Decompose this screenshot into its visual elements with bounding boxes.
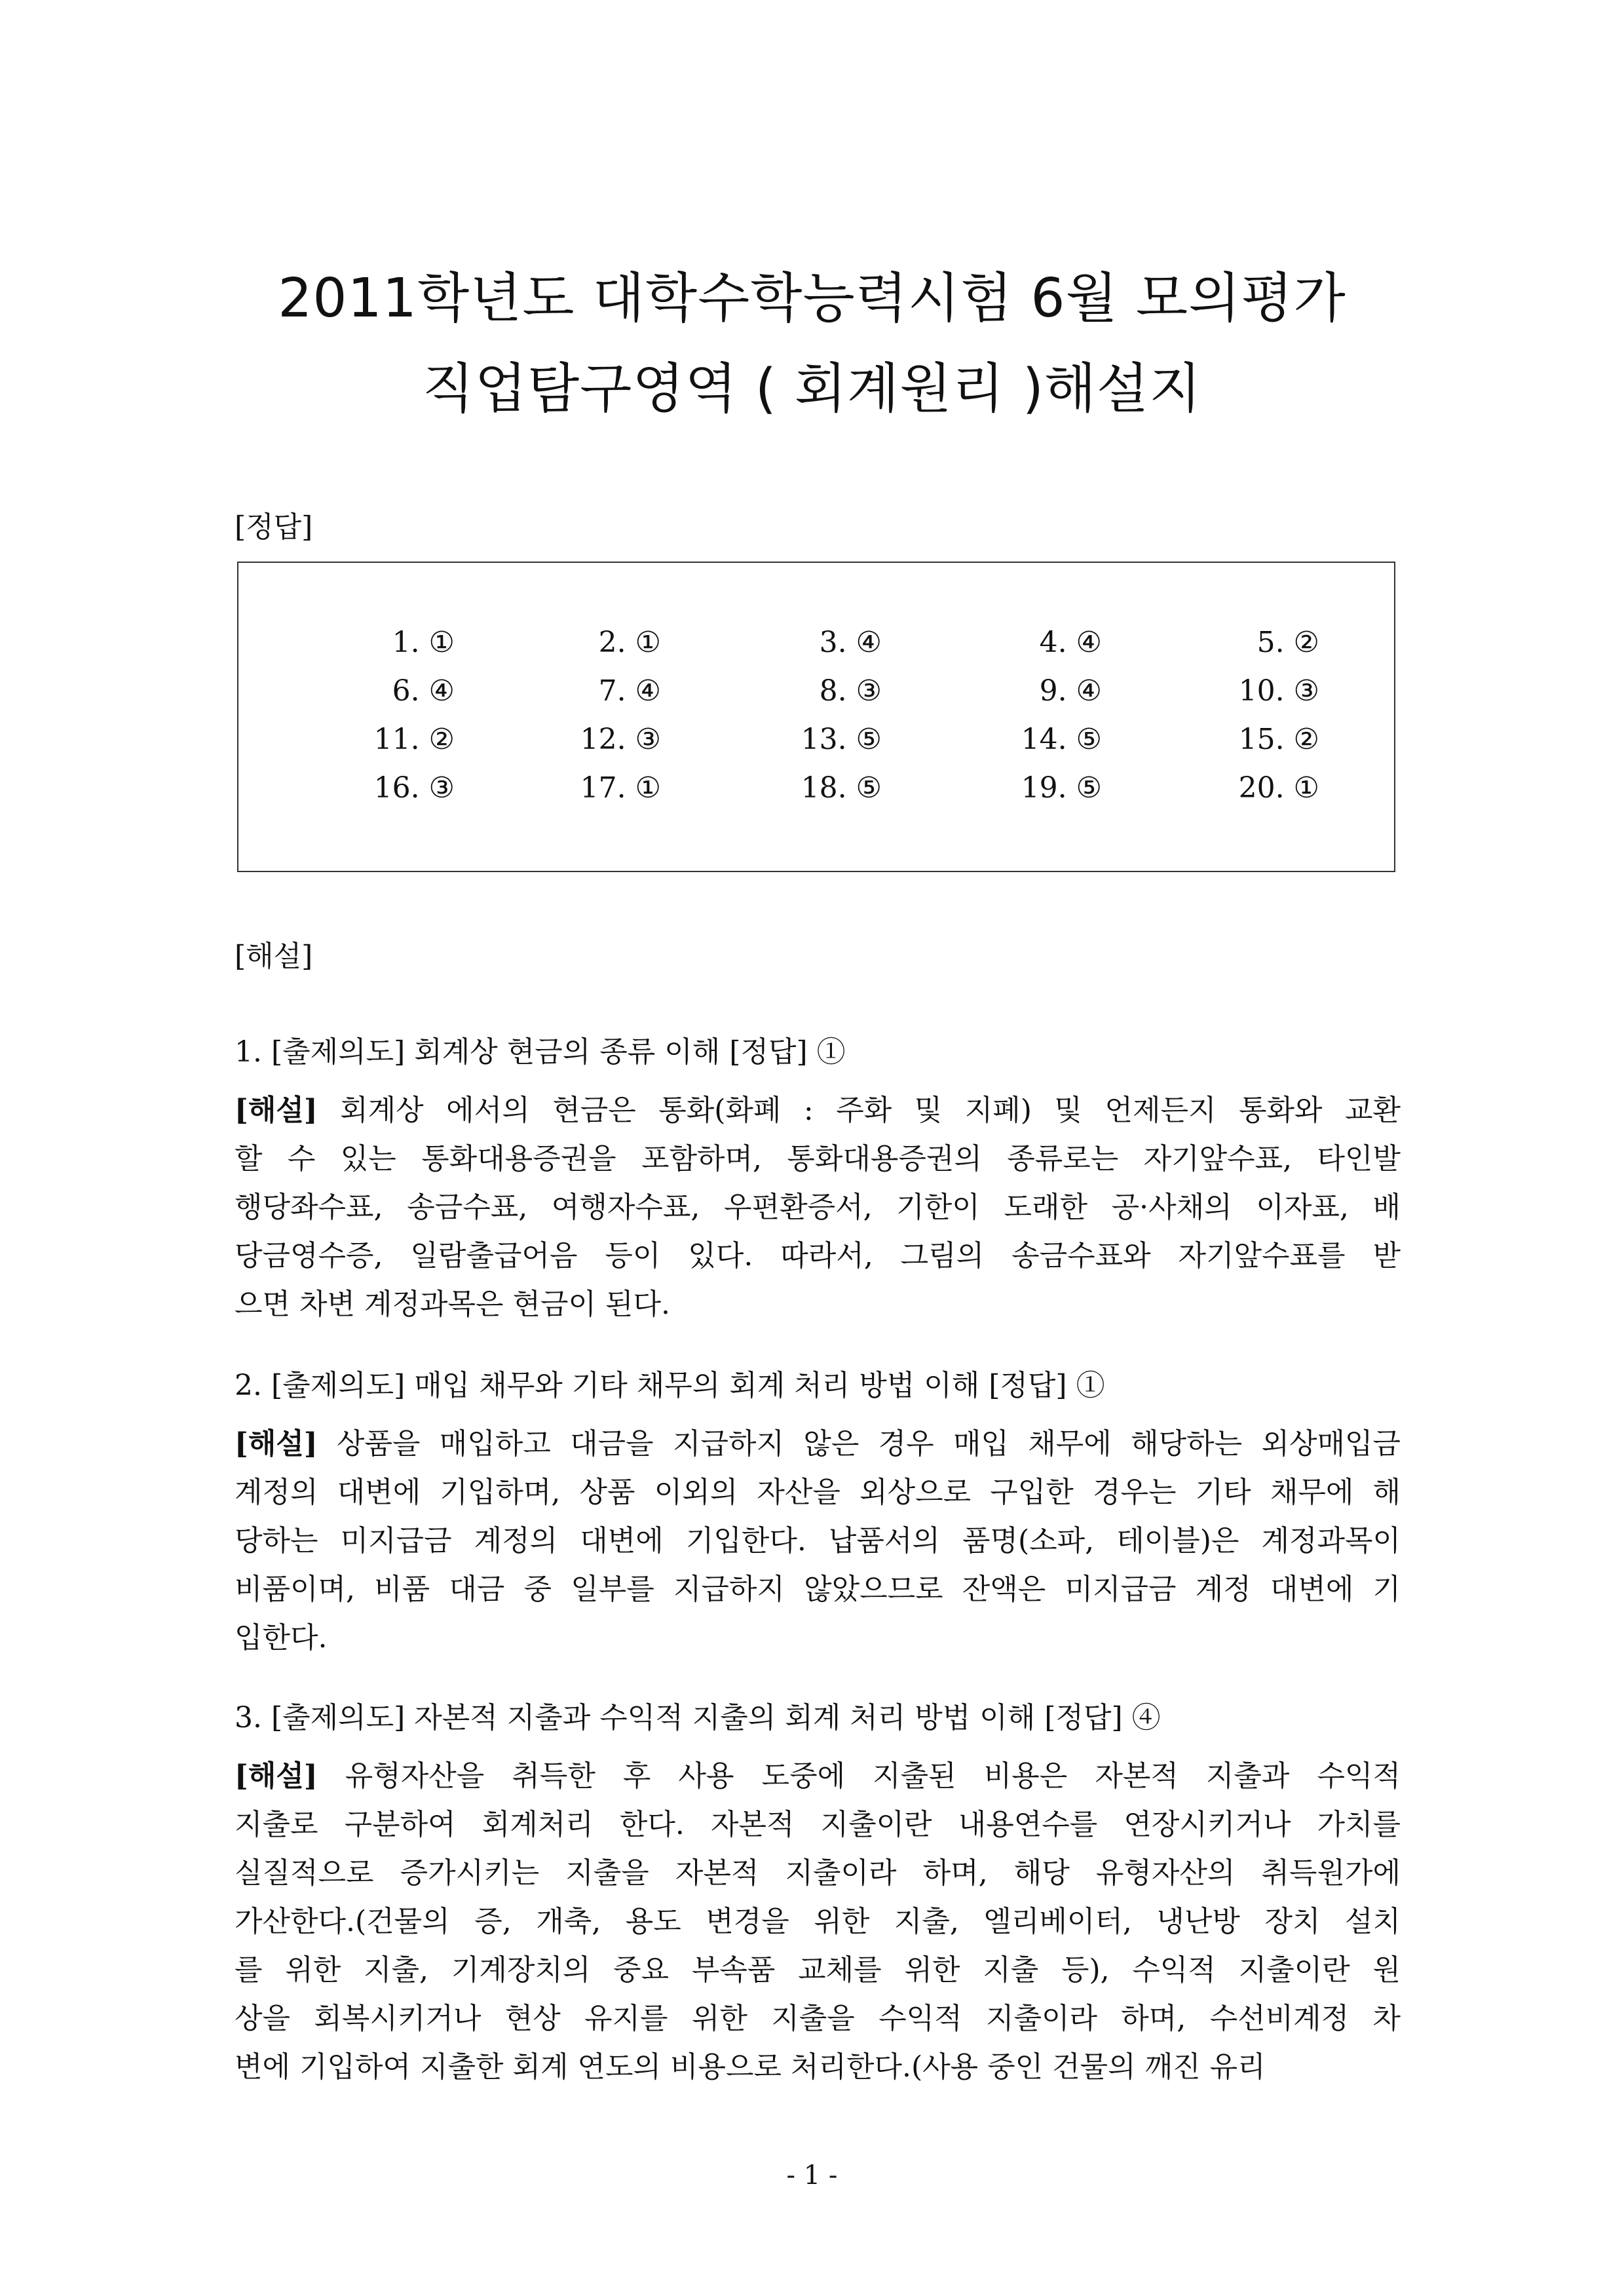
explanation-line xyxy=(235,1801,1401,1849)
explanations-label: [해설] xyxy=(235,940,313,973)
explanation-line xyxy=(235,1420,1401,1468)
answer-item: 11. ② xyxy=(373,723,455,756)
explanation-line xyxy=(235,1135,1401,1183)
explanation-tag: [해설] xyxy=(235,1427,318,1461)
explanation-text: 변에 기입하여 지출한 회계 연도의 비용으로 처리한다.(사용 중인 건물의 깨진 유리 xyxy=(235,2050,1266,2084)
question-explanation xyxy=(235,1752,1401,2092)
answer-key-box xyxy=(237,562,1395,872)
answer-item: 16. ③ xyxy=(373,771,455,805)
explanation-text: 으면 차변 계정과목은 현금이 된다. xyxy=(235,1288,670,1321)
explanation-text: 비품이며, 비품 대금 중 일부를 지급하지 않았으므로 잔액은 미지급금 계정 대변에 기 xyxy=(235,1573,1401,1606)
question-explanation xyxy=(235,1086,1401,1329)
answer-item: 2. ① xyxy=(598,626,661,659)
explanation-line xyxy=(235,1946,1401,1995)
answer-key-grid xyxy=(238,628,1394,822)
question-1 xyxy=(235,1035,1401,1329)
question-heading: 2. [출제의도] 매입 채무와 기타 채무의 회계 처리 방법 이해 [정답] ① xyxy=(235,1369,1105,1402)
answer-item: 8. ③ xyxy=(819,674,882,708)
explanation-line xyxy=(235,2043,1401,2092)
answer-item: 1. ① xyxy=(392,626,455,659)
explanation-text: 실질적으로 증가시키는 지출을 자본적 지출이라 하며, 해당 유형자산의 취득원가에 xyxy=(235,1856,1401,1890)
explanation-text: 당하는 미지급금 계정의 대변에 기입한다. 납품서의 품명(소파, 테이블)은 계정과목이 xyxy=(235,1524,1401,1558)
answer-item: 18. ⑤ xyxy=(801,771,882,805)
answer-item: 5. ② xyxy=(1256,626,1319,659)
explanation-text: 당금영수증, 일람출급어음 등이 있다. 따라서, 그림의 송금수표와 자기앞수표를 받 xyxy=(235,1239,1401,1272)
explanation-text: 지출로 구분하여 회계처리 한다. 자본적 지출이란 내용연수를 연장시키거나 가치를 xyxy=(235,1808,1401,1841)
explanation-line xyxy=(235,1752,1401,1801)
explanation-line xyxy=(235,1517,1401,1565)
explanation-line xyxy=(235,1565,1401,1614)
explanation-tag: [해설] xyxy=(235,1759,318,1793)
answer-row xyxy=(238,628,1394,677)
page-number: - 1 - xyxy=(786,2160,838,2191)
explanation-line xyxy=(235,1614,1401,1662)
question-2 xyxy=(235,1371,1401,1662)
question-3 xyxy=(235,1701,1401,2092)
explanation-text: 계정의 대변에 기입하며, 상품 이외의 자산을 외상으로 구입한 경우는 기타 채무에 해 xyxy=(235,1476,1401,1509)
answer-row xyxy=(238,674,1394,725)
explanation-text: 회계상 에서의 현금은 통화(화폐 : 주화 및 지폐) 및 언제든지 통화와 교환 xyxy=(317,1094,1401,1127)
explanation-text: 입한다. xyxy=(235,1621,328,1655)
answer-item: 20. ① xyxy=(1238,771,1319,805)
explanation-text: 상을 회복시키거나 현상 유지를 위한 지출을 수익적 지출이라 하며, 수선비계정 차 xyxy=(235,2002,1401,2035)
explanation-text: 상품을 매입하고 대금을 지급하지 않은 경우 매입 채무에 해당하는 외상매입금 xyxy=(317,1427,1401,1461)
answer-item: 9. ④ xyxy=(1039,674,1102,708)
answer-item: 10. ③ xyxy=(1238,674,1319,708)
explanation-text: 행당좌수표, 송금수표, 여행자수표, 우편환증서, 기한이 도래한 공·사채의 이자표, 배 xyxy=(235,1191,1401,1224)
answer-item: 7. ④ xyxy=(598,674,661,708)
answer-item: 6. ④ xyxy=(392,674,455,708)
answer-item: 13. ⑤ xyxy=(801,723,882,756)
answer-item: 19. ⑤ xyxy=(1021,771,1102,805)
answer-row xyxy=(238,771,1394,822)
explanation-text: 를 위한 지출, 기계장치의 중요 부속품 교체를 위한 지출 등), 수익적 지출이란 원 xyxy=(235,1953,1401,1987)
answer-item: 14. ⑤ xyxy=(1021,723,1102,756)
answer-item: 3. ④ xyxy=(819,626,882,659)
answers-label: [정답] xyxy=(235,510,313,544)
answer-item: 15. ② xyxy=(1238,723,1319,756)
explanation-line xyxy=(235,1468,1401,1517)
explanation-line xyxy=(235,1232,1401,1280)
question-explanation xyxy=(235,1420,1401,1662)
explanation-text: 가산한다.(건물의 증, 개축, 용도 변경을 위한 지출, 엘리베이터, 냉난방 장치 설치 xyxy=(235,1905,1401,1938)
explanation-text: 할 수 있는 통화대용증권을 포함하며, 통화대용증권의 종류로는 자기앞수표, 타인발 xyxy=(235,1142,1401,1176)
explanation-line xyxy=(235,1898,1401,1946)
answer-row xyxy=(238,725,1394,774)
answer-item: 17. ① xyxy=(580,771,661,805)
question-heading: 3. [출제의도] 자본적 지출과 수익적 지출의 회계 처리 방법 이해 [정답] ④ xyxy=(235,1701,1161,1734)
explanation-line xyxy=(235,1280,1401,1329)
explanation-line xyxy=(235,1849,1401,1898)
explanation-line xyxy=(235,1086,1401,1135)
explanation-line xyxy=(235,1183,1401,1232)
explanation-text: 유형자산을 취득한 후 사용 도중에 지출된 비용은 자본적 지출과 수익적 xyxy=(317,1759,1401,1793)
document-title-line1: 2011학년도 대학수학능력시험 6월 모의평가 xyxy=(278,267,1346,330)
explanation-line xyxy=(235,1995,1401,2043)
document-title-line2: 직업탐구영역 ( 회계원리 )해설지 xyxy=(422,358,1202,420)
explanation-tag: [해설] xyxy=(235,1094,318,1127)
question-heading: 1. [출제의도] 회계상 현금의 종류 이해 [정답] ① xyxy=(235,1035,846,1069)
answer-item: 4. ④ xyxy=(1039,626,1102,659)
answer-item: 12. ③ xyxy=(580,723,661,756)
